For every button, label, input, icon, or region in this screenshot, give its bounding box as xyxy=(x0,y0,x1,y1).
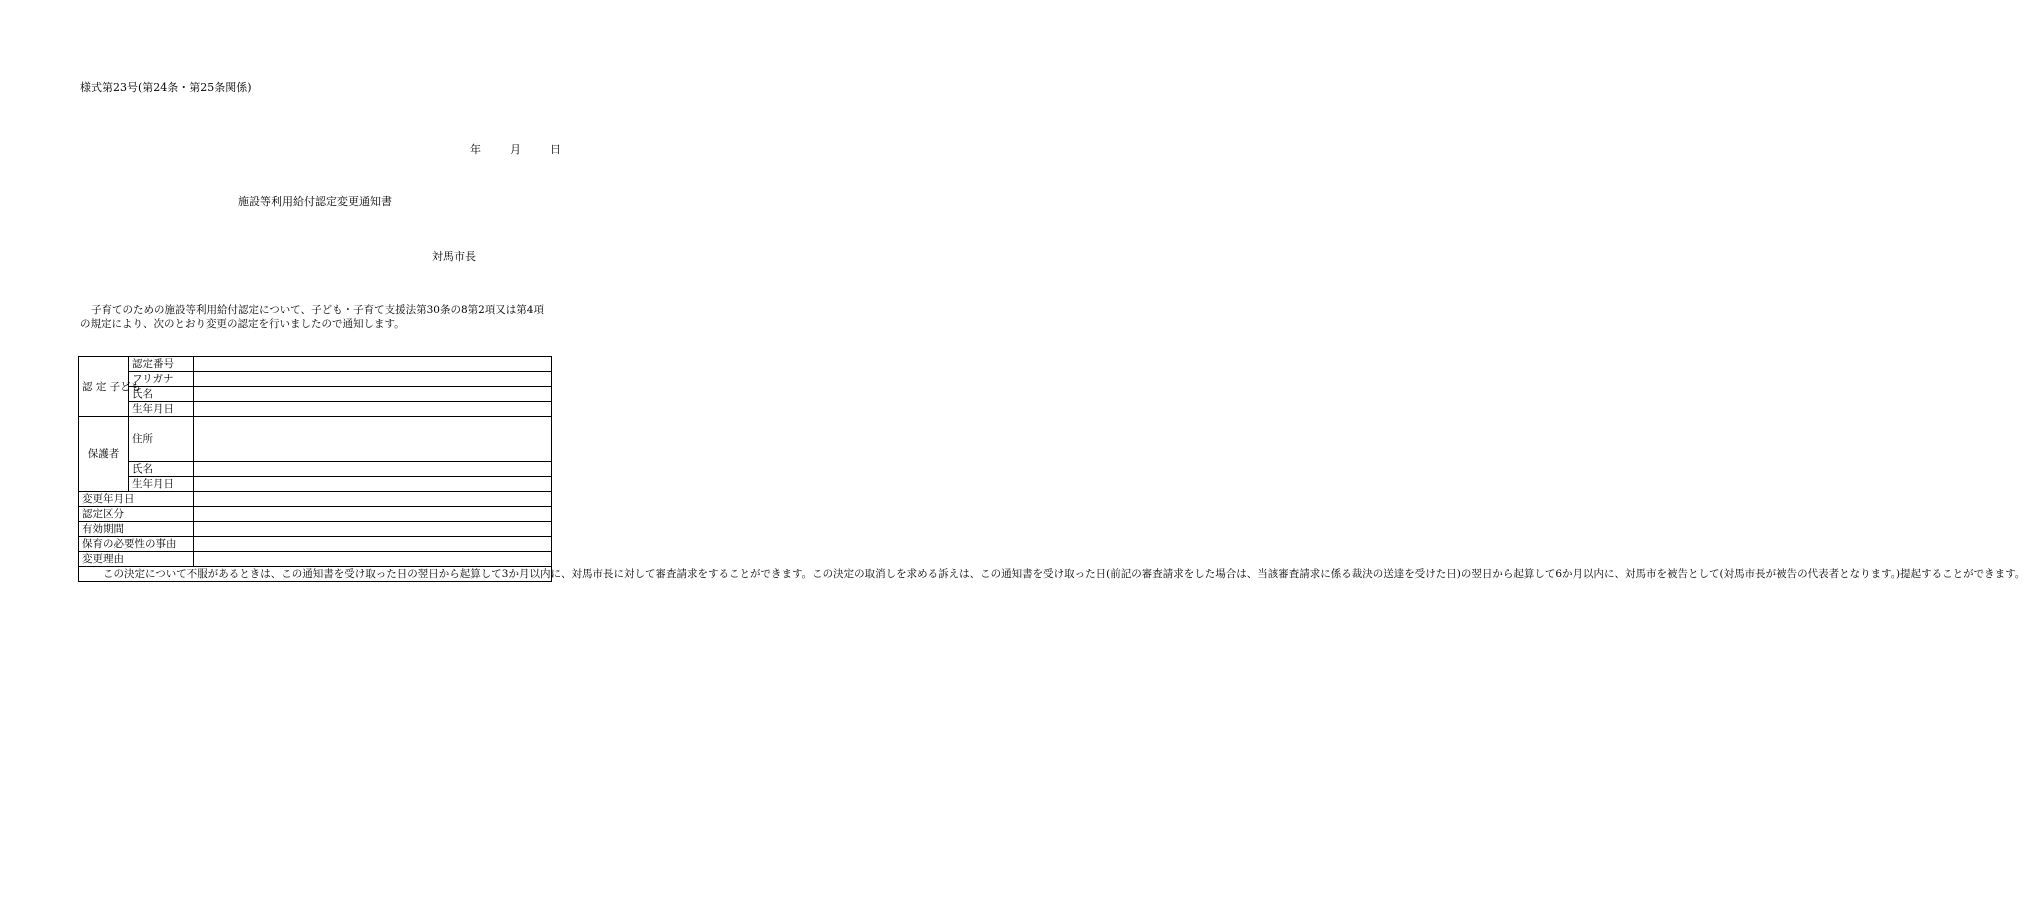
row-label: 認定番号 xyxy=(132,358,174,370)
guardian-label-name xyxy=(129,462,194,477)
notice-row xyxy=(79,567,552,582)
guardian-group-label: 保護者 xyxy=(79,417,129,492)
label-change-date xyxy=(79,492,194,507)
table-row xyxy=(79,417,552,462)
label-change-reason xyxy=(79,552,194,567)
table-row xyxy=(79,387,552,402)
value-cell[interactable] xyxy=(194,387,552,402)
child-group-label: 認 定 子ども xyxy=(79,357,129,417)
value-cell[interactable] xyxy=(194,372,552,387)
value-cell[interactable] xyxy=(194,522,552,537)
date-line xyxy=(470,143,561,157)
label-cert-category xyxy=(79,507,194,522)
issuer-name: 対馬市長 xyxy=(432,250,476,263)
row-label: 氏名 xyxy=(132,463,153,475)
row-label: 変更理由 xyxy=(82,553,124,565)
guardian-label-address xyxy=(129,417,194,462)
label-childcare-reason xyxy=(79,537,194,552)
table-row xyxy=(79,552,552,567)
table-row xyxy=(79,522,552,537)
value-cell[interactable] xyxy=(194,552,552,567)
row-label: 認定区分 xyxy=(82,508,124,520)
value-cell[interactable] xyxy=(194,537,552,552)
value-cell[interactable] xyxy=(194,357,552,372)
date-month-label: 月 xyxy=(510,143,521,156)
appeal-notice-text: この決定について不服があるときは、この通知書を受け取った日の翌日から起算して3か月以内に、対馬市長に対して審査請求をすることができます。この決定の取消しを求める訴えは、この通知書を受け取った日(前記の審査請求をした場合は、当該審査請求に係る裁決の送達を受けた日)の翌日から起算して6か月以内に、対馬市を被告として(対馬市長が被告の代表者となります。)提起することができます。 xyxy=(103,568,2025,580)
value-cell[interactable] xyxy=(194,492,552,507)
child-label-birthdate xyxy=(129,402,194,417)
child-label-furigana xyxy=(129,372,194,387)
row-label: 住所 xyxy=(132,433,153,445)
table-row xyxy=(79,537,552,552)
value-cell[interactable] xyxy=(194,462,552,477)
row-label: 保育の必要性の事由 xyxy=(82,538,177,550)
row-label: フリガナ xyxy=(132,373,174,385)
document-title: 施設等利用給付認定変更通知書 xyxy=(238,195,392,208)
row-label: 氏名 xyxy=(132,388,153,400)
table-row xyxy=(79,462,552,477)
table-row xyxy=(79,492,552,507)
appeal-notice xyxy=(79,567,2025,582)
row-label: 変更年月日 xyxy=(82,493,135,505)
date-day-label: 日 xyxy=(550,143,561,156)
row-label: 有効期間 xyxy=(82,523,124,535)
label-valid-period xyxy=(79,522,194,537)
form-number: 様式第23号(第24条・第25条関係) xyxy=(80,81,252,94)
intro-text: 子育てのための施設等利用給付認定について、子ども・子育て支援法第30条の8第2項又は第4項の規定により、次のとおり変更の認定を行いましたので通知します。 xyxy=(80,304,544,330)
guardian-label-birthdate xyxy=(129,477,194,492)
value-cell[interactable] xyxy=(194,402,552,417)
row-label: 生年月日 xyxy=(132,478,174,490)
value-cell[interactable] xyxy=(194,417,552,462)
value-cell[interactable] xyxy=(194,507,552,522)
value-cell[interactable] xyxy=(194,477,552,492)
table-row xyxy=(79,357,552,372)
table-row xyxy=(79,507,552,522)
child-label-cert-number xyxy=(129,357,194,372)
table-row xyxy=(79,402,552,417)
intro-paragraph xyxy=(80,303,552,331)
child-label-name xyxy=(129,387,194,402)
table-row xyxy=(79,372,552,387)
table-row xyxy=(79,477,552,492)
date-year-label: 年 xyxy=(470,143,481,156)
info-table xyxy=(78,356,2025,582)
row-label: 生年月日 xyxy=(132,403,174,415)
